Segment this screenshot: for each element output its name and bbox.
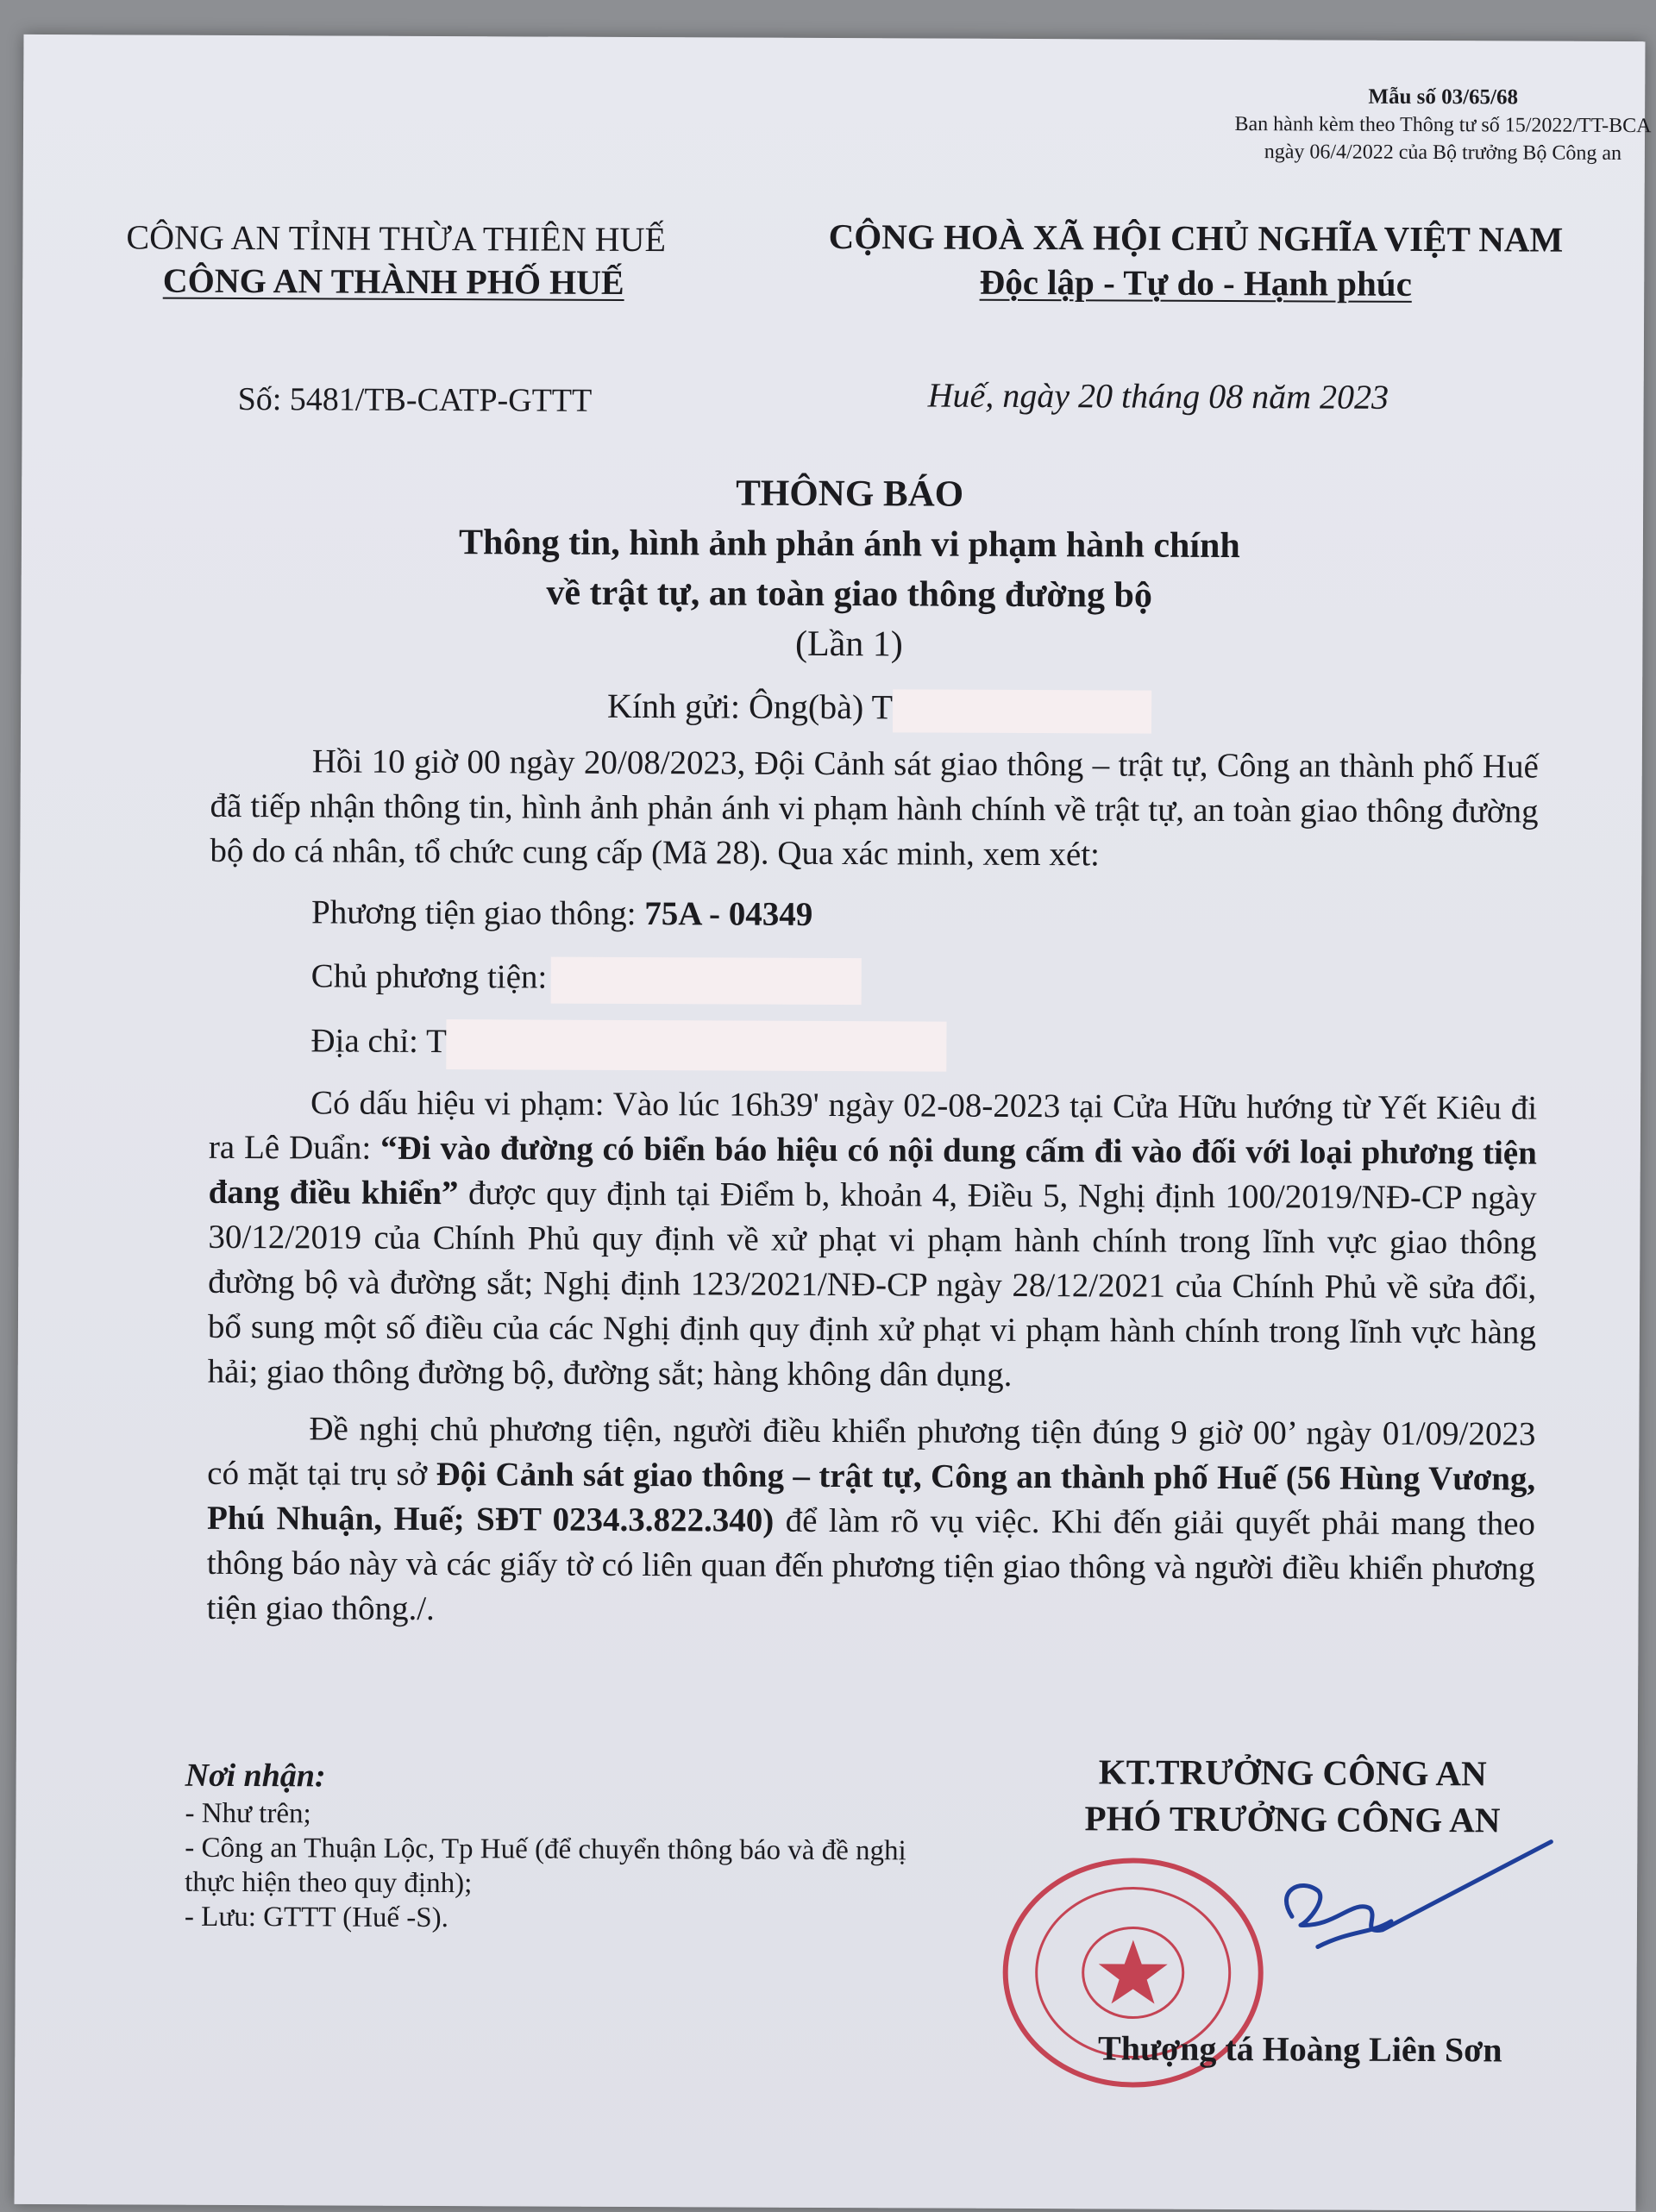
form-issued-line2: ngày 06/4/2022 của Bộ trưởng Bộ Công an bbox=[1264, 141, 1622, 165]
document-page bbox=[15, 34, 1652, 2211]
owner-label: Chủ phương tiện: bbox=[310, 957, 548, 996]
notice-round: (Lần 1) bbox=[794, 623, 903, 665]
recipient-redacted-char: T bbox=[871, 687, 894, 727]
address-redaction bbox=[447, 1019, 947, 1072]
document-title-block bbox=[245, 467, 1453, 672]
document-number: Số: 5481/TB-CATP-GTTT bbox=[237, 380, 593, 419]
recipients-item: - Như trên; bbox=[185, 1797, 311, 1830]
owner-line bbox=[210, 951, 1538, 1008]
request-paragraph bbox=[206, 1407, 1535, 1637]
form-number: Mẫu số 03/65/68 bbox=[1368, 85, 1519, 110]
recipient-line bbox=[607, 686, 1151, 734]
signature-block bbox=[1007, 1748, 1577, 1844]
agency-header bbox=[126, 216, 667, 304]
vehicle-label: Phương tiện giao thông: bbox=[310, 893, 645, 933]
address-line bbox=[209, 1016, 1537, 1075]
recipients-block bbox=[185, 1755, 927, 1938]
signature-title-1: KT.TRƯỞNG CÔNG AN bbox=[1098, 1751, 1487, 1794]
agency-line2: CÔNG AN THÀNH PHỐ HUẾ bbox=[162, 260, 624, 302]
request-location: Đội Cảnh sát giao thông – trật tự, Công an thành phố Huế (56 Hùng Vương, Phú Nhuận, Huế; SĐT 0234.3.822.340) bbox=[206, 1456, 1536, 1539]
request-text-post: để làm rõ vụ việc. Khi đến giải quyết phải mang theo thông báo này và các giấy tờ có liên quan đến phương tiện giao thông và người điều khiển phương tiện giao thông./. bbox=[206, 1501, 1536, 1628]
form-reference bbox=[1158, 83, 1656, 168]
national-header bbox=[781, 214, 1609, 307]
violation-paragraph bbox=[208, 1081, 1538, 1401]
violation-description: “Đi vào đường có biển báo hiệu có nội dung cấm đi vào đối với loại phương tiện đang điều khiển” bbox=[208, 1129, 1537, 1213]
address-label: Địa chỉ: bbox=[310, 1022, 427, 1061]
recipient-label: Kính gửi: Ông(bà) bbox=[607, 686, 872, 727]
address-redacted-char: T bbox=[425, 1023, 447, 1061]
national-line1: CỘNG HOÀ XÃ HỘI CHỦ NGHĨA VIỆT NAM bbox=[828, 216, 1564, 260]
recipients-heading: Nơi nhận: bbox=[185, 1757, 326, 1795]
request-text-pre: Đề nghị chủ phương tiện, người điều khiển phương tiện đúng 9 giờ 00’ ngày 01/09/2023 có mặt tại trụ sở bbox=[207, 1410, 1536, 1494]
recipients-item: - Công an Thuận Lộc, Tp Huế (để chuyển thông báo và đề nghị thực hiện theo quy định); bbox=[185, 1832, 906, 1900]
intro-paragraph: Hồi 10 giờ 00 ngày 20/08/2023, Đội Cảnh sát giao thông – trật tự, Công an thành phố Huế đã tiếp nhận thông tin, hình ảnh phản ánh vi phạm hành chính về trật tự, an toàn giao thông đường bộ do cá nhân, tổ chức cung cấp (Mã 28). Qua xác minh, xem xét: bbox=[210, 743, 1539, 874]
violation-text-post: được quy định tại Điểm b, khoản 4, Điều 5, Nghị định 100/2019/NĐ-CP ngày 30/12/2019 của Chính Phủ quy định về xử phạt vi phạm hành chính trong lĩnh vực giao thông đường bộ và đường sắt; Nghị định 123/2021/NĐ-CP ngày 28/12/2021 của Chính Phủ về sửa đổi, bổ sung một số điều của các Nghị định quy định xử phạt vi phạm hành chính trong lĩnh vực hàng hải; giao thông đường bộ, đường sắt; hàng không dân dụng. bbox=[207, 1175, 1537, 1394]
notice-body bbox=[206, 739, 1538, 1637]
recipients-item: - Lưu: GTTT (Huế -S). bbox=[184, 1901, 449, 1934]
document-subtitle-2: về trật tự, an toàn giao thông đường bộ bbox=[546, 573, 1153, 616]
vehicle-plate: 75A - 04349 bbox=[644, 895, 813, 933]
agency-line1: CÔNG AN TỈNH THỪA THIÊN HUẾ bbox=[126, 217, 667, 260]
document-subtitle-1: Thông tin, hình ảnh phản ánh vi phạm hành chính bbox=[458, 523, 1240, 567]
national-motto: Độc lập - Tự do - Hạnh phúc bbox=[979, 261, 1412, 304]
document-date: Huế, ngày 20 tháng 08 năm 2023 bbox=[927, 375, 1389, 417]
document-title: THÔNG BÁO bbox=[736, 473, 964, 515]
signer-name: Thượng tá Hoàng Liên Sơn bbox=[1098, 2028, 1502, 2070]
signature-title-2: PHÓ TRƯỞNG CÔNG AN bbox=[1084, 1798, 1501, 1840]
owner-redaction bbox=[550, 957, 861, 1006]
recipient-redaction bbox=[893, 689, 1151, 733]
vehicle-line bbox=[210, 887, 1538, 943]
violation-text-pre: Có dấu hiệu vi phạm: Vào lúc 16h39' ngày 02-08-2023 tại Cửa Hữu hướng từ Yết Kiêu đi ra Lê Duẩn: bbox=[208, 1084, 1538, 1167]
form-issued-line1: Ban hành kèm theo Thông tư số 15/2022/TT-BCA bbox=[1234, 113, 1652, 138]
handwritten-signature bbox=[1240, 1830, 1569, 1978]
